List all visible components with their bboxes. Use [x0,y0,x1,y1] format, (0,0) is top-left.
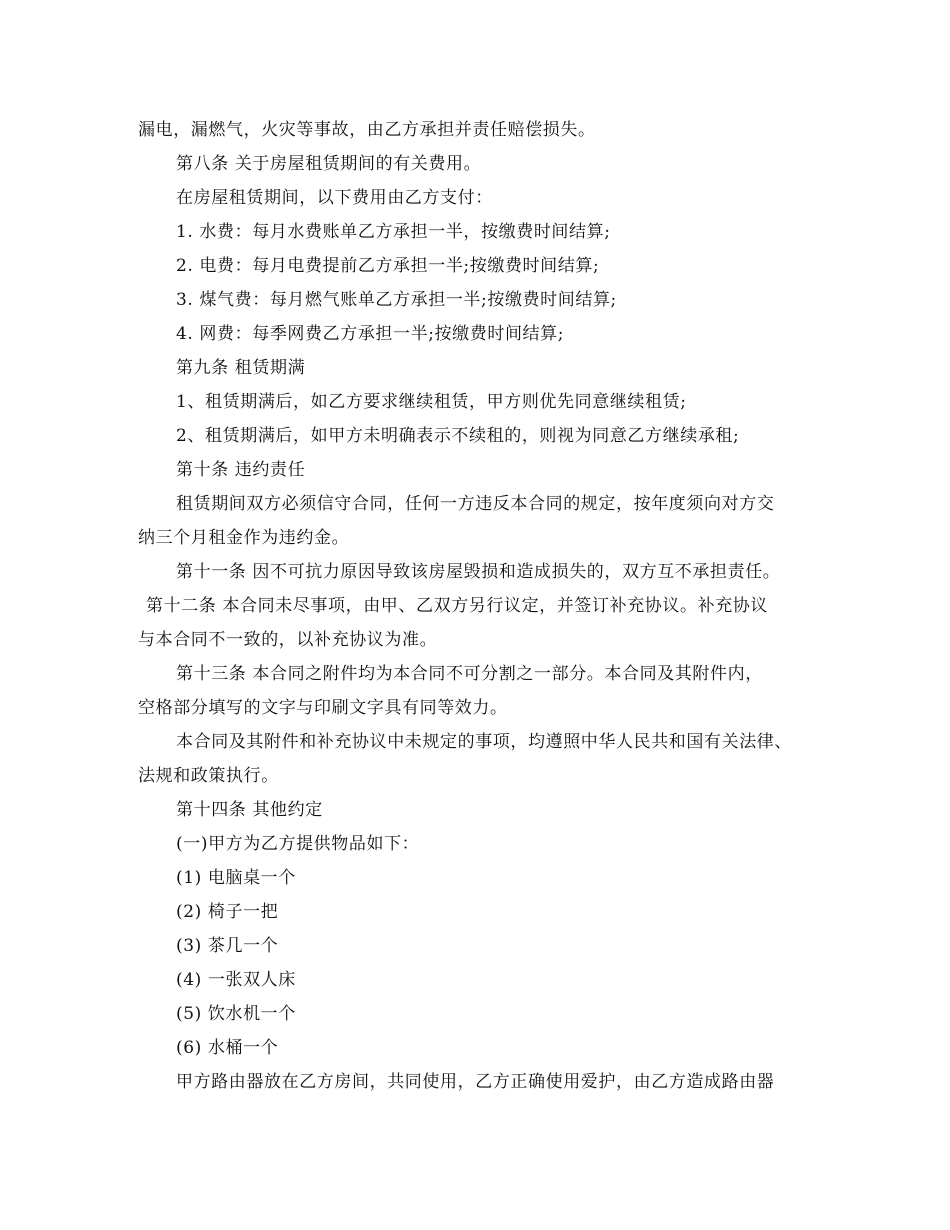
list-item: (1) 电脑桌一个 [176,868,296,888]
text-line: 法规和政策执行。 [138,766,279,786]
text-line: 纳三个月租金作为违约金。 [138,528,350,548]
article-heading: 第八条 关于房屋租赁期间的有关费用。 [176,154,482,174]
article-heading: 第九条 租赁期满 [176,358,306,378]
list-item: 4. 网费：每季网费乙方承担一半;按缴费时间结算; [176,324,565,344]
text-line: 本合同及其附件和补充协议中未规定的事项，均遵照中华人民共和国有关法律、 [176,732,792,752]
list-item: 2、租赁期满后，如甲方未明确表示不续租的，则视为同意乙方继续承租; [176,426,740,446]
list-item: 1. 水费：每月水费账单乙方承担一半，按缴费时间结算; [176,222,611,242]
text-line: 漏电，漏燃气，火灾等事故，由乙方承担并责任赔偿损失。 [138,120,596,140]
text-line: 第十二条 本合同未尽事项，由甲、乙双方另行议定，并签订补充协议。补充协议 [146,596,769,616]
text-line: (一)甲方为乙方提供物品如下： [176,834,420,854]
text-line: 空格部分填写的文字与印刷文字具有同等效力。 [138,698,508,718]
list-item: (5) 饮水机一个 [176,1004,296,1024]
list-item: 1、租赁期满后，如乙方要求继续租赁，甲方则优先同意继续租赁; [176,392,687,412]
list-item: 2. 电费：每月电费提前乙方承担一半;按缴费时间结算; [176,256,600,276]
list-item: (3) 茶几一个 [176,936,279,956]
text-line: 在房屋租赁期间，以下费用由乙方支付： [176,188,493,208]
text-line: 甲方路由器放在乙方房间，共同使用，乙方正确使用爱护，由乙方造成路由器 [176,1072,775,1092]
text-line: 第十一条 因不可抗力原因导致该房屋毁损和造成损失的，双方互不承担责任。 [176,562,781,582]
list-item: (6) 水桶一个 [176,1038,279,1058]
list-item: 3. 煤气费：每月燃气账单乙方承担一半;按缴费时间结算; [176,290,617,310]
text-line: 第十三条 本合同之附件均为本合同不可分割之一部分。本合同及其附件内， [176,664,763,684]
article-heading: 第十四条 其他约定 [176,800,323,820]
text-line: 与本合同不一致的，以补充协议为准。 [138,630,438,650]
list-item: (4) 一张双人床 [176,970,296,990]
list-item: (2) 椅子一把 [176,902,279,922]
text-line: 租赁期间双方必须信守合同，任何一方违反本合同的规定，按年度须向对方交 [176,494,775,514]
article-heading: 第十条 违约责任 [176,460,306,480]
